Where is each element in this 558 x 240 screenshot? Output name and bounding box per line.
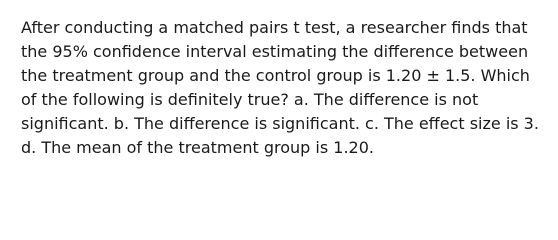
question-line: the 95% confidence interval estimating the difference between: [21, 42, 529, 61]
question-line: significant. b. The difference is significant. c. The effect size is 3.: [21, 114, 539, 133]
question-line: of the following is definitely true? a. The difference is not: [21, 90, 479, 109]
question-line: the treatment group and the control group is 1.20 ± 1.5. Which: [21, 66, 530, 85]
question-line: d. The mean of the treatment group is 1.20.: [21, 138, 374, 157]
question-text: [21, 16, 538, 160]
question-line: After conducting a matched pairs t test, a researcher finds that: [21, 18, 528, 37]
